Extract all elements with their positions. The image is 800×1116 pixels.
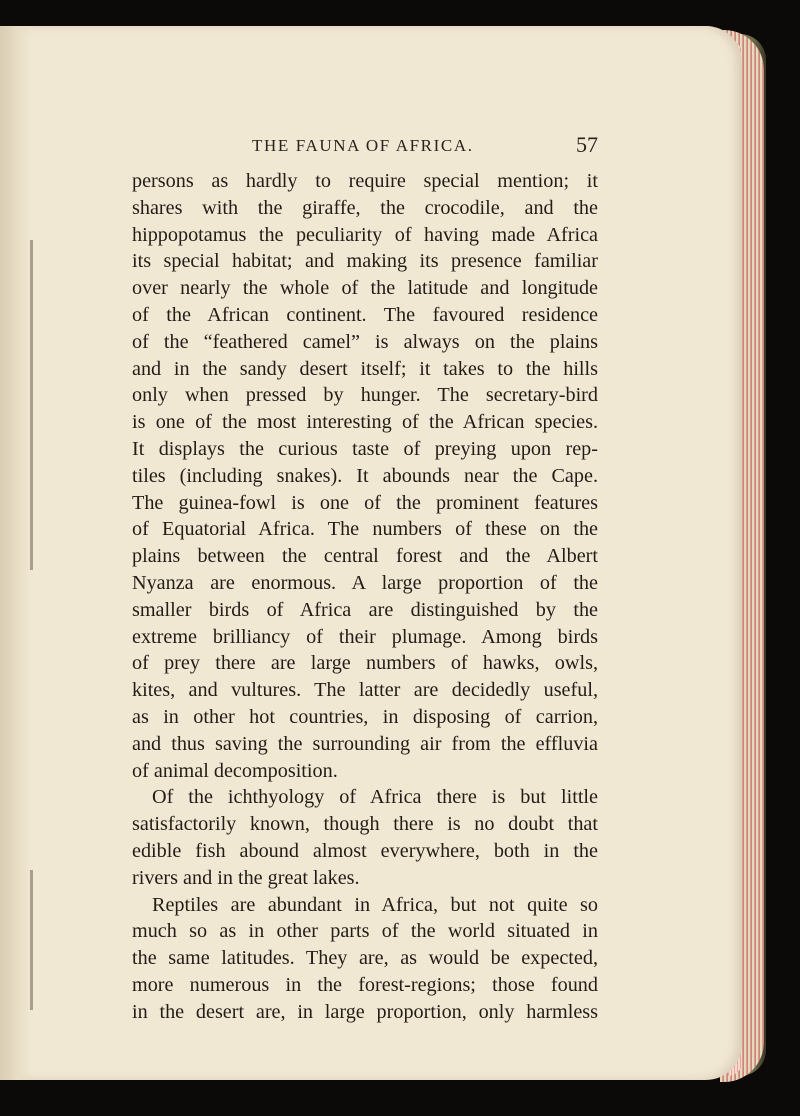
text-line: The guinea-fowl is one of the prominent features: [132, 491, 598, 514]
text-line: of the African continent. The favoured residence: [132, 303, 598, 326]
text-line: and in the sandy desert itself; it takes to the hills: [132, 357, 598, 380]
body-text: [132, 168, 598, 1026]
text-line-paragraph-start: Reptiles are abundant in Africa, but not quite so: [152, 893, 598, 916]
text-line: persons as hardly to require special mention; it: [132, 170, 598, 192]
text-line: only when pressed by hunger. The secretary-bird: [132, 384, 598, 407]
text-line: and thus saving the surrounding air from the effluvia: [132, 732, 598, 755]
text-line: shares with the giraffe, the crocodile, and the: [132, 196, 598, 219]
text-line: It displays the curious taste of preying upon rep-: [132, 437, 598, 460]
text-line-paragraph-start: Of the ichthyology of Africa there is but little: [152, 786, 598, 809]
text-line: the same latitudes. They are, as would be expected,: [132, 947, 598, 970]
text-line: much so as in other parts of the world situated in: [132, 920, 598, 943]
text-line: edible fish abound almost everywhere, both in the: [132, 839, 598, 862]
text-line: Nyanza are enormous. A large proportion of the: [132, 571, 598, 594]
text-line: tiles (including snakes). It abounds near the Cape.: [132, 464, 598, 487]
text-line: of Equatorial Africa. The numbers of these on the: [132, 518, 598, 541]
text-line: over nearly the whole of the latitude and longitude: [132, 277, 598, 300]
text-line: hippopotamus the peculiarity of having made Africa: [132, 223, 598, 246]
text-line: in the desert are, in large proportion, only harmless: [132, 1000, 598, 1023]
text-line: kites, and vultures. The latter are decidedly useful,: [132, 679, 598, 702]
text-line: of the “feathered camel” is always on the plains: [132, 330, 598, 353]
text-line-paragraph-end: rivers and in the great lakes.: [132, 866, 360, 889]
text-line: its special habitat; and making its presence familiar: [132, 250, 598, 273]
text-line: satisfactorily known, though there is no doubt that: [132, 813, 598, 836]
running-title: THE FAUNA OF AFRICA.: [252, 136, 474, 155]
text-line: as in other hot countries, in disposing of carrion,: [132, 705, 598, 728]
text-line: smaller birds of Africa are distinguished by the: [132, 598, 598, 621]
text-line: of prey there are large numbers of hawks, owls,: [132, 652, 598, 675]
text-line: extreme brilliancy of their plumage. Among birds: [132, 625, 598, 648]
text-line: is one of the most interesting of the African species.: [132, 411, 598, 434]
page-number: 57: [576, 132, 598, 157]
text-line: plains between the central forest and the Albert: [132, 545, 598, 568]
gutter-shadow-mark: [30, 870, 33, 1010]
gutter-shadow-mark: [30, 240, 33, 570]
page-gutter: [0, 26, 32, 1080]
running-header: [252, 132, 598, 162]
text-line-paragraph-end: of animal decomposition.: [132, 759, 338, 782]
text-line: more numerous in the forest-regions; those found: [132, 973, 598, 996]
